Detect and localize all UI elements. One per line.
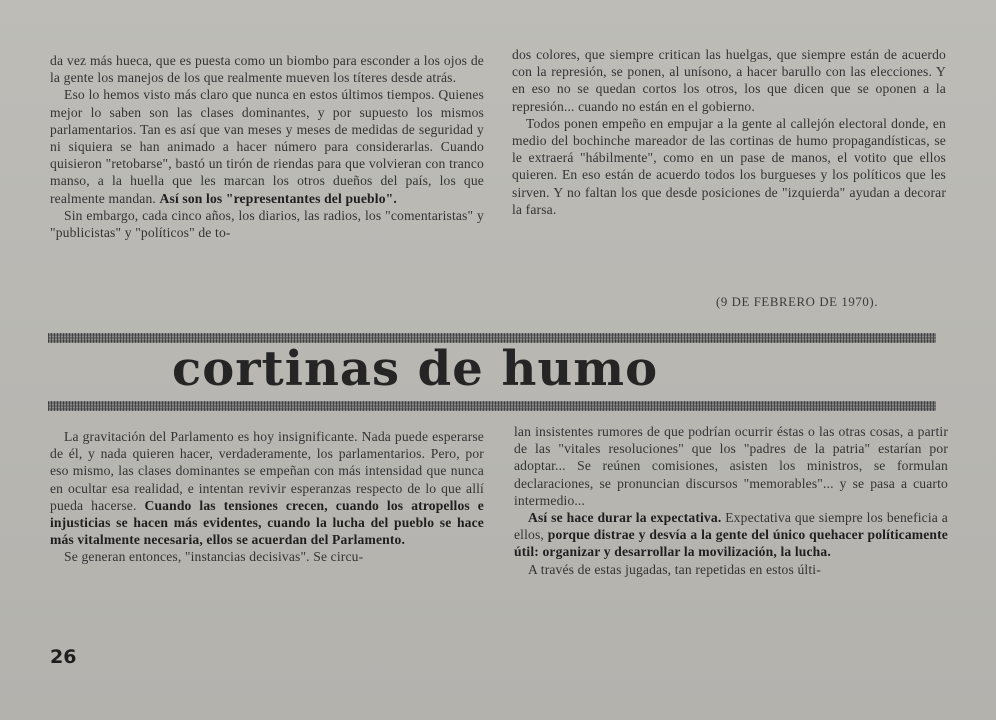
paragraph: da vez más hueca, que es puesta como un biombo para esconder a los ojos de la gente los manejos de los que realmente mueven los títeres desde atrás. xyxy=(50,53,484,86)
paragraph: Se generan entonces, "instancias decisivas". Se circu- xyxy=(64,549,364,565)
dateline: (9 DE FEBRERO DE 1970). xyxy=(716,295,879,309)
paragraph: Eso lo hemos visto más claro que nunca en estos últimos tiempos. Quienes mejor lo saben son las clases dominantes, y por supuesto los mismos parlamentarios. Tan es así que van meses y meses de medidas de seguridad y ni siquiera se han animado a hacer número para considerarlas. Cuando quisieron "retobarse", bastó un tirón de riendas para que volvieran con tranco manso, a la huella que les marcan los otros dueños del país, los que realmente mandan. Así son los "representantes del pueblo". xyxy=(50,87,484,206)
headline-bottom-rule xyxy=(48,401,936,411)
paragraph: lan insistentes rumores de que podrían ocurrir éstas o las otras cosas, a partir de las "vitales resoluciones" que los "padres de la patria" estarían por adoptar... Se reúnen comisiones, asisten los ministros, se formulan declaraciones, se pronuncian discursos "memorables"... y se pasa a cuarto intermedio... xyxy=(514,424,948,508)
bold-emphasis: Así son los "representantes del pueblo". xyxy=(159,190,397,206)
paragraph: La gravitación del Parlamento es hoy insignificante. Nada puede esperarse de él, y nada quieren hacer, verdaderamente, los parlamentarios. Pero, por eso mismo, las clases dominantes se empeñan con más intensidad que nunca en ocultar esa realidad, e intentan revivir esperanzas respecto de lo que allí pueda hacerse. Cuando las tensiones crecen, cuando los atropellos e injusticias se hacen más evidentes, cuando la lucha del pueblo se hace más vitalmente necesaria, ellos se acuerdan del Parlamento. xyxy=(50,429,484,548)
paragraph: Así se hace durar la expectativa. Expectativa que siempre los beneficia a ellos, porque distrae y desvía a la gente del único quehacer políticamente útil: organizar y desarrollar la movilización, la lucha. xyxy=(514,510,948,560)
bold-emphasis: porque distrae y desvía a la gente del único quehacer políticamente útil: organizar y desarrollar la movilización, la lucha. xyxy=(514,527,948,560)
paragraph: Todos ponen empeño en empujar a la gente al callejón electoral donde, en medio del bochinche mareador de las cortinas de humo propagandísticas, se le extraerá "hábilmente", como en un pase de manos, el votito que ellos quieren. En eso están de acuerdo todos los burgueses y los políticos que les sirven. Y no faltan los que desde posiciones de "izquierda" ayudan a decorar la farsa. xyxy=(512,115,946,217)
paragraph: dos colores, que siempre critican las huelgas, que siempre están de acuerdo con la represión, se ponen, al unísono, a hacer barullo con las elecciones. Y en eso no se quedan cortos los otros, los que dicen que se oponen a la represión... cuando no están en el gobierno. xyxy=(512,47,946,114)
article-bottom-right-column xyxy=(514,423,948,578)
article-bottom-left-column xyxy=(50,428,484,566)
bold-emphasis: Así se hace durar la expectativa. xyxy=(528,510,722,526)
page-number: 26 xyxy=(50,646,77,668)
article-top-left-column xyxy=(50,52,484,241)
bold-emphasis: Cuando las tensiones crecen, cuando los atropellos e injusticias se hacen más evidentes, cuando la lucha del pueblo se hace más vitalmente necesaria, ellos se acuerdan del Parlamento. xyxy=(50,497,484,548)
headline: cortinas de humo xyxy=(172,341,659,397)
article-top-right-column xyxy=(512,46,946,218)
paragraph: Sin embargo, cada cinco años, los diarios, las radios, los "comentaristas" y "publicistas" y "políticos" de to- xyxy=(50,207,484,241)
paragraph: A través de estas jugadas, tan repetidas en estos últi- xyxy=(528,561,821,577)
